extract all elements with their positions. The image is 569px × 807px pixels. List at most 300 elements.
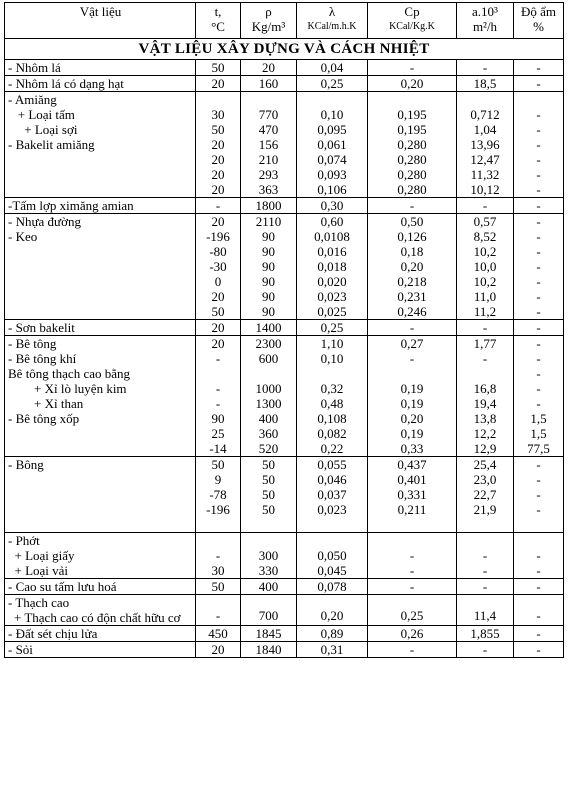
cell-conductivity: 0,30	[297, 198, 368, 214]
cell-diffusivity: -	[457, 548, 514, 563]
cell-diffusivity: -	[457, 351, 514, 366]
cell-temperature	[196, 533, 241, 549]
cell-material	[5, 426, 196, 441]
cell-heat-capacity	[368, 533, 457, 549]
cell-density: 1845	[241, 626, 297, 642]
table-row	[5, 320, 564, 336]
cell-heat-capacity: 0,50	[368, 214, 457, 230]
cell-heat-capacity: 0,19	[368, 381, 457, 396]
cell-conductivity: 0,082	[297, 426, 368, 441]
cell-temperature: 20	[196, 167, 241, 182]
cell-density: 770	[241, 107, 297, 122]
cell-heat-capacity: 0,18	[368, 244, 457, 259]
header-lambda-unit: KCal/m.h.K	[307, 21, 357, 32]
cell-humidity: -	[514, 595, 564, 626]
cell-diffusivity: 0,57	[457, 214, 514, 230]
cell-conductivity	[297, 366, 368, 381]
cell-heat-capacity	[368, 92, 457, 108]
cell-heat-capacity: 0,280	[368, 152, 457, 167]
cell-temperature: -	[196, 351, 241, 366]
cell-material: + Loại sợi	[5, 122, 196, 137]
table-row	[5, 595, 564, 626]
cell-material: - Nhựa đường	[5, 214, 196, 230]
cell-temperature: 9	[196, 472, 241, 487]
cell-density: 1800	[241, 198, 297, 214]
cell-density: 300	[241, 548, 297, 563]
cell-material: -Tấm lợp ximăng amian	[5, 198, 196, 214]
cell-temperature: -196	[196, 229, 241, 244]
cell-diffusivity: -	[457, 579, 514, 595]
section-title-row	[5, 39, 564, 60]
header-humidity	[514, 3, 564, 39]
cell-temperature: 20	[196, 137, 241, 152]
table-row	[5, 441, 564, 457]
cell-diffusivity: 1,77	[457, 336, 514, 352]
cell-conductivity: 0,20	[297, 595, 368, 626]
cell-heat-capacity: 0,25	[368, 595, 457, 626]
cell-conductivity: 0,074	[297, 152, 368, 167]
cell-heat-capacity: -	[368, 548, 457, 563]
cell-conductivity: 0,32	[297, 381, 368, 396]
cell-conductivity: 0,25	[297, 76, 368, 92]
cell-diffusivity: -	[457, 198, 514, 214]
cell-material: + Loại vải	[5, 563, 196, 579]
cell-humidity: -	[514, 214, 564, 230]
cell-conductivity: 0,89	[297, 626, 368, 642]
table-row	[5, 107, 564, 122]
table-row	[5, 533, 564, 549]
cell-temperature: 90	[196, 411, 241, 426]
cell-heat-capacity: 0,331	[368, 487, 457, 502]
cell-humidity: -	[514, 76, 564, 92]
cell-heat-capacity: 0,195	[368, 107, 457, 122]
table-row	[5, 122, 564, 137]
cell-heat-capacity: 0,401	[368, 472, 457, 487]
cell-material	[5, 152, 196, 167]
cell-density: 50	[241, 502, 297, 517]
cell-material: - Amiăng	[5, 92, 196, 108]
cell-temperature: -196	[196, 502, 241, 517]
cell-density: 1300	[241, 396, 297, 411]
cell-density	[241, 366, 297, 381]
cell-diffusivity: 0,712	[457, 107, 514, 122]
cell-density: 330	[241, 563, 297, 579]
cell-density: 293	[241, 167, 297, 182]
header-diffusivity	[457, 3, 514, 39]
cell-conductivity: 0,045	[297, 563, 368, 579]
cell-material	[5, 487, 196, 502]
cell-diffusivity: 11,4	[457, 595, 514, 626]
cell-heat-capacity: -	[368, 642, 457, 658]
cell-temperature: 20	[196, 76, 241, 92]
cell-material: - Nhôm lá	[5, 60, 196, 76]
cell-diffusivity: 10,0	[457, 259, 514, 274]
cell-conductivity: 0,093	[297, 167, 368, 182]
header-a-unit: m²/h	[472, 19, 498, 34]
table-row	[5, 289, 564, 304]
header-temperature	[196, 3, 241, 39]
cell-density	[241, 517, 297, 533]
cell-temperature: 20	[196, 152, 241, 167]
cell-conductivity: 0,22	[297, 441, 368, 457]
cell-heat-capacity: 0,33	[368, 441, 457, 457]
cell-density: 700	[241, 595, 297, 626]
cell-heat-capacity: 0,19	[368, 396, 457, 411]
cell-material: - Phớt	[5, 533, 196, 549]
cell-material: - Cao su tấm lưu hoá	[5, 579, 196, 595]
cell-diffusivity: 25,4	[457, 457, 514, 473]
cell-conductivity: 0,31	[297, 642, 368, 658]
cell-conductivity: 0,061	[297, 137, 368, 152]
cell-density: 160	[241, 76, 297, 92]
cell-material: + Xỉ than	[5, 396, 196, 411]
cell-density: 50	[241, 487, 297, 502]
table-row	[5, 411, 564, 426]
cell-density	[241, 92, 297, 108]
cell-temperature: 30	[196, 107, 241, 122]
cell-conductivity: 0,025	[297, 304, 368, 320]
cell-humidity: -	[514, 579, 564, 595]
cell-conductivity	[297, 92, 368, 108]
cell-temperature	[196, 517, 241, 533]
header-rho-symbol: ρ	[265, 4, 272, 19]
cell-diffusivity: 13,8	[457, 411, 514, 426]
cell-diffusivity: 23,0	[457, 472, 514, 487]
cell-heat-capacity: 0,231	[368, 289, 457, 304]
cell-density: 2110	[241, 214, 297, 230]
cell-material: + Loại tấm	[5, 107, 196, 122]
cell-temperature: 50	[196, 579, 241, 595]
cell-heat-capacity: -	[368, 60, 457, 76]
header-row	[5, 3, 564, 39]
cell-humidity: -	[514, 289, 564, 304]
cell-humidity: -	[514, 229, 564, 244]
cell-density: 90	[241, 289, 297, 304]
cell-material	[5, 441, 196, 457]
cell-conductivity: 0,078	[297, 579, 368, 595]
cell-diffusivity: -	[457, 60, 514, 76]
cell-density: 600	[241, 351, 297, 366]
cell-temperature: 20	[196, 289, 241, 304]
cell-conductivity: 0,016	[297, 244, 368, 259]
cell-material: - Bê tông xốp	[5, 411, 196, 426]
cell-diffusivity: -	[457, 563, 514, 579]
cell-material: - Bakelit amiăng	[5, 137, 196, 152]
table-row	[5, 244, 564, 259]
cell-temperature	[196, 92, 241, 108]
cell-material	[5, 259, 196, 274]
cell-density: 520	[241, 441, 297, 457]
cell-temperature: 50	[196, 457, 241, 473]
cell-diffusivity: 16,8	[457, 381, 514, 396]
table-row	[5, 472, 564, 487]
cell-humidity: -	[514, 122, 564, 137]
cell-conductivity: 0,055	[297, 457, 368, 473]
cell-diffusivity: 18,5	[457, 76, 514, 92]
cell-conductivity	[297, 517, 368, 533]
cell-temperature: -80	[196, 244, 241, 259]
cell-heat-capacity: -	[368, 563, 457, 579]
cell-material	[5, 167, 196, 182]
section-title: VẬT LIỆU XÂY DỰNG VÀ CÁCH NHIỆT	[5, 39, 564, 60]
cell-temperature: 30	[196, 563, 241, 579]
cell-humidity: -	[514, 198, 564, 214]
cell-diffusivity: 10,12	[457, 182, 514, 198]
cell-material: - Sỏi	[5, 642, 196, 658]
cell-humidity: 1,5	[514, 411, 564, 426]
cell-humidity: -	[514, 642, 564, 658]
cell-diffusivity: 1,04	[457, 122, 514, 137]
cell-humidity: -	[514, 244, 564, 259]
header-lambda-symbol: λ	[328, 4, 336, 19]
cell-density: 1840	[241, 642, 297, 658]
cell-material	[5, 304, 196, 320]
cell-heat-capacity: 0,19	[368, 426, 457, 441]
cell-density: 1000	[241, 381, 297, 396]
cell-conductivity: 0,48	[297, 396, 368, 411]
cell-temperature: -	[196, 381, 241, 396]
material-group-label: - Thạch cao	[8, 595, 70, 610]
cell-temperature: -	[196, 396, 241, 411]
cell-conductivity: 0,10	[297, 107, 368, 122]
cell-density	[241, 533, 297, 549]
cell-conductivity: 0,023	[297, 289, 368, 304]
cell-density: 210	[241, 152, 297, 167]
cell-humidity: -	[514, 60, 564, 76]
cell-heat-capacity: 0,195	[368, 122, 457, 137]
cell-humidity: -	[514, 107, 564, 122]
header-cp-unit: KCal/Kg.K	[389, 21, 435, 32]
cell-humidity: -	[514, 366, 564, 381]
cell-diffusivity: 11,32	[457, 167, 514, 182]
cell-temperature: -	[196, 198, 241, 214]
cell-density: 400	[241, 579, 297, 595]
cell-material	[5, 274, 196, 289]
cell-material: - Đất sét chịu lửa	[5, 626, 196, 642]
cell-material	[5, 182, 196, 198]
table-row	[5, 274, 564, 289]
table-row	[5, 517, 564, 533]
cell-humidity: -	[514, 274, 564, 289]
cell-humidity: -	[514, 548, 564, 563]
cell-diffusivity: 19,4	[457, 396, 514, 411]
cell-diffusivity: 11,0	[457, 289, 514, 304]
table-row	[5, 381, 564, 396]
cell-heat-capacity: 0,20	[368, 411, 457, 426]
cell-diffusivity	[457, 533, 514, 549]
cell-heat-capacity	[368, 517, 457, 533]
cell-diffusivity: 12,9	[457, 441, 514, 457]
header-heat-capacity	[368, 3, 457, 39]
cell-diffusivity: -	[457, 642, 514, 658]
cell-humidity: -	[514, 259, 564, 274]
cell-temperature: 20	[196, 642, 241, 658]
header-rho-unit: Kg/m³	[251, 19, 286, 34]
cell-material: - Keo	[5, 229, 196, 244]
cell-conductivity: 0,018	[297, 259, 368, 274]
cell-heat-capacity: 0,126	[368, 229, 457, 244]
cell-heat-capacity: -	[368, 579, 457, 595]
cell-heat-capacity: 0,437	[368, 457, 457, 473]
cell-humidity: -	[514, 320, 564, 336]
cell-temperature: 20	[196, 320, 241, 336]
cell-humidity: -	[514, 182, 564, 198]
cell-humidity: -	[514, 336, 564, 352]
cell-material: + Xỉ lò luyện kim	[5, 381, 196, 396]
cell-temperature: 50	[196, 304, 241, 320]
cell-density: 90	[241, 244, 297, 259]
cell-conductivity: 0,60	[297, 214, 368, 230]
cell-conductivity: 0,0108	[297, 229, 368, 244]
cell-material	[5, 244, 196, 259]
cell-humidity: -	[514, 167, 564, 182]
cell-heat-capacity	[368, 366, 457, 381]
material-sub-label: + Thạch cao có độn chất hữu cơ	[14, 610, 181, 625]
cell-temperature: 50	[196, 60, 241, 76]
header-conductivity	[297, 3, 368, 39]
cell-humidity: -	[514, 351, 564, 366]
cell-diffusivity	[457, 92, 514, 108]
cell-conductivity: 0,020	[297, 274, 368, 289]
cell-humidity: -	[514, 502, 564, 517]
cell-diffusivity: 8,52	[457, 229, 514, 244]
cell-heat-capacity: 0,211	[368, 502, 457, 517]
cell-humidity: -	[514, 626, 564, 642]
cell-heat-capacity: 0,27	[368, 336, 457, 352]
cell-material: - Bông	[5, 457, 196, 473]
table-row	[5, 563, 564, 579]
cell-temperature: -	[196, 595, 241, 626]
cell-material	[5, 502, 196, 517]
cell-temperature: 25	[196, 426, 241, 441]
cell-humidity: -	[514, 457, 564, 473]
header-hum-label: Độ ẩm	[520, 4, 557, 19]
table-row	[5, 457, 564, 473]
cell-temperature	[196, 366, 241, 381]
cell-diffusivity: 11,2	[457, 304, 514, 320]
cell-diffusivity: 13,96	[457, 137, 514, 152]
cell-conductivity: 0,023	[297, 502, 368, 517]
table-row	[5, 642, 564, 658]
cell-heat-capacity: 0,280	[368, 137, 457, 152]
cell-humidity: 1,5	[514, 426, 564, 441]
cell-material: + Loại giấy	[5, 548, 196, 563]
table-row	[5, 198, 564, 214]
cell-material: - Nhôm lá có dạng hạt	[5, 76, 196, 92]
cell-material	[5, 472, 196, 487]
cell-heat-capacity: -	[368, 198, 457, 214]
table-row	[5, 426, 564, 441]
table-row	[5, 152, 564, 167]
table-row	[5, 336, 564, 352]
cell-diffusivity	[457, 366, 514, 381]
table-row	[5, 60, 564, 76]
cell-conductivity: 0,046	[297, 472, 368, 487]
cell-humidity: -	[514, 381, 564, 396]
cell-diffusivity: 10,2	[457, 274, 514, 289]
cell-density: 363	[241, 182, 297, 198]
cell-material: - Bê tông	[5, 336, 196, 352]
cell-diffusivity: 12,47	[457, 152, 514, 167]
cell-humidity: -	[514, 152, 564, 167]
cell-heat-capacity: 0,26	[368, 626, 457, 642]
cell-heat-capacity: 0,20	[368, 76, 457, 92]
cell-material: - Bê tông khí	[5, 351, 196, 366]
cell-heat-capacity: 0,280	[368, 182, 457, 198]
cell-density: 1400	[241, 320, 297, 336]
cell-heat-capacity: 0,218	[368, 274, 457, 289]
table-row	[5, 487, 564, 502]
table-row	[5, 351, 564, 366]
cell-density: 2300	[241, 336, 297, 352]
cell-material	[5, 595, 196, 626]
cell-density: 50	[241, 472, 297, 487]
table-row	[5, 259, 564, 274]
cell-temperature: -78	[196, 487, 241, 502]
cell-humidity	[514, 533, 564, 549]
cell-humidity	[514, 92, 564, 108]
cell-temperature: 0	[196, 274, 241, 289]
cell-conductivity: 0,25	[297, 320, 368, 336]
cell-humidity: -	[514, 563, 564, 579]
cell-heat-capacity: 0,246	[368, 304, 457, 320]
header-hum-unit: %	[533, 19, 544, 34]
cell-diffusivity: 10,2	[457, 244, 514, 259]
cell-temperature: 50	[196, 122, 241, 137]
cell-density: 90	[241, 304, 297, 320]
cell-humidity: -	[514, 487, 564, 502]
table-row	[5, 214, 564, 230]
cell-temperature: 450	[196, 626, 241, 642]
table-row	[5, 229, 564, 244]
cell-humidity: -	[514, 304, 564, 320]
table-row	[5, 137, 564, 152]
cell-temperature: 20	[196, 214, 241, 230]
cell-conductivity: 0,10	[297, 351, 368, 366]
cell-material: - Sơn bakelit	[5, 320, 196, 336]
cell-humidity: -	[514, 396, 564, 411]
cell-conductivity: 0,037	[297, 487, 368, 502]
cell-conductivity: 0,04	[297, 60, 368, 76]
cell-conductivity: 1,10	[297, 336, 368, 352]
header-t-symbol: t,	[214, 4, 222, 19]
cell-density: 90	[241, 229, 297, 244]
cell-density: 90	[241, 274, 297, 289]
cell-density: 20	[241, 60, 297, 76]
cell-heat-capacity: 0,20	[368, 259, 457, 274]
header-density	[241, 3, 297, 39]
cell-conductivity: 0,095	[297, 122, 368, 137]
cell-temperature: 20	[196, 336, 241, 352]
cell-temperature: 20	[196, 182, 241, 198]
cell-humidity: 77,5	[514, 441, 564, 457]
cell-density: 470	[241, 122, 297, 137]
cell-diffusivity: 12,2	[457, 426, 514, 441]
cell-temperature: -	[196, 548, 241, 563]
header-cp-symbol: Cp	[404, 4, 420, 19]
cell-material: Bê tông thạch cao bằng	[5, 366, 196, 381]
table-row	[5, 304, 564, 320]
cell-temperature: -14	[196, 441, 241, 457]
cell-diffusivity: 22,7	[457, 487, 514, 502]
cell-heat-capacity: -	[368, 351, 457, 366]
cell-density: 360	[241, 426, 297, 441]
cell-humidity: -	[514, 472, 564, 487]
cell-heat-capacity: 0,280	[368, 167, 457, 182]
header-material: Vật liệu	[5, 3, 196, 39]
cell-diffusivity: -	[457, 320, 514, 336]
table-row	[5, 579, 564, 595]
